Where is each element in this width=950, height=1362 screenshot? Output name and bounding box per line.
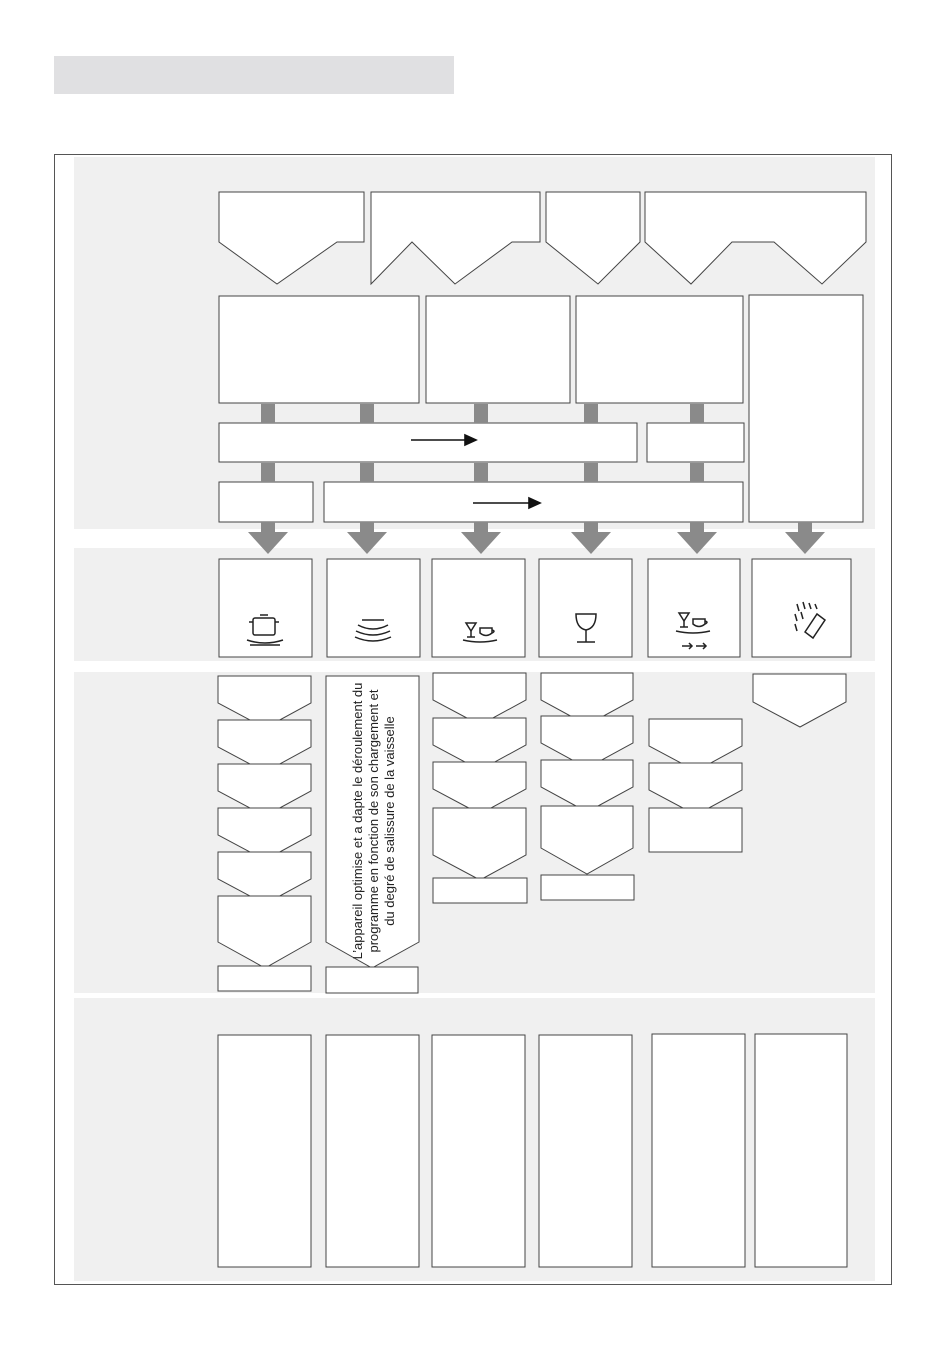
program-box-quick: [648, 559, 740, 657]
soil-box-3: [576, 296, 743, 403]
auto-program-note-text: L’appareil optimise et a dapte le déroulement du programme en fonction de son chargement et du degré de salissure de la vaisselle: [350, 682, 397, 960]
condition-bar-2: [647, 423, 744, 462]
program-box-rinse: [752, 559, 851, 657]
condition-bar-3: [219, 482, 313, 522]
consumption-col-3: [432, 1035, 525, 1267]
soil-header-normal: [371, 192, 540, 284]
soil-box-4: [749, 295, 863, 522]
soil-box-1: [219, 296, 419, 403]
soil-header-rinse: [645, 192, 866, 284]
consumption-col-6: [755, 1034, 847, 1267]
condition-bar-1: [219, 423, 637, 462]
consumption-col-2: [326, 1035, 419, 1267]
soil-header-light: [546, 192, 640, 284]
consumption-col-4: [539, 1035, 632, 1267]
consumption-col-1: [218, 1035, 311, 1267]
down-arrows: [248, 522, 825, 554]
soil-box-2: [426, 296, 570, 403]
soil-header-heavy: [219, 192, 364, 284]
consumption-col-5: [652, 1034, 745, 1267]
program-box-auto: [327, 559, 420, 657]
auto-program-note: [335, 678, 413, 964]
